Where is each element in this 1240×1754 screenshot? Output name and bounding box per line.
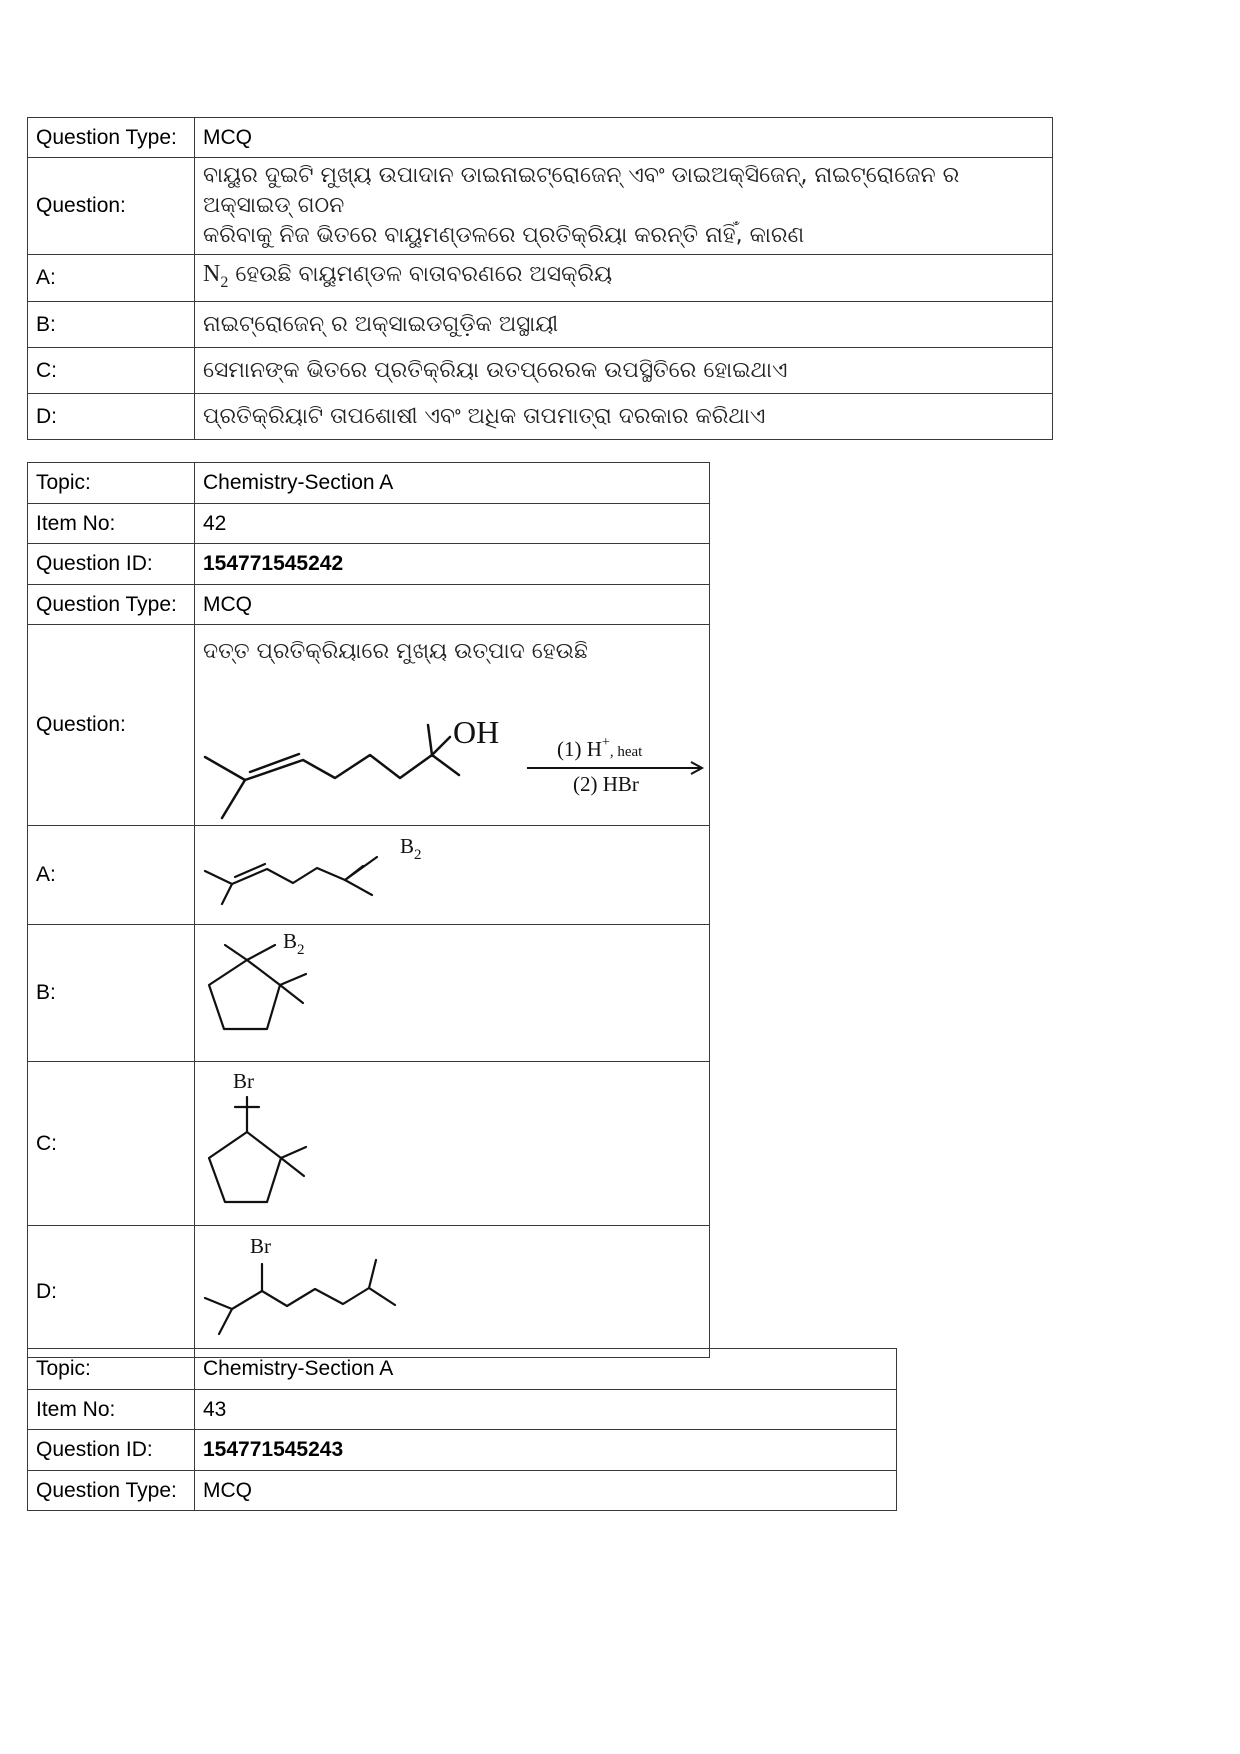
structure-b <box>195 925 595 1052</box>
topic-value: Chemistry-Section A <box>195 463 710 504</box>
topic-label: Topic: <box>28 463 195 504</box>
svg-text:B2: $B_2$ <box>283 929 305 958</box>
question-type-value: MCQ <box>195 118 1053 158</box>
question-block-41 <box>27 117 1053 440</box>
question-id-label: Question ID: <box>28 1430 195 1471</box>
question-id-label: Question ID: <box>28 544 195 585</box>
reaction-scheme <box>195 625 715 825</box>
question-block-42 <box>27 462 710 1358</box>
formula-n2: $N_2$ <box>203 260 229 291</box>
condition-1: (1) $H^+_{, heat}$ <box>557 735 643 761</box>
question-id-value: 154771545242 <box>195 544 710 585</box>
item-no-value: 42 <box>195 504 710 544</box>
structure-d <box>195 1226 595 1348</box>
option-label: C: <box>28 1062 195 1226</box>
svg-text:Br: Br <box>233 1069 254 1093</box>
question-line-2: କରିବାକୁ ନିଜ ଭିତରେ ବାୟୁମଣ୍ଡଳରେ ପ୍ରତିକ୍ରିୟା କରନ୍ତି ନାହିଁ, କାରଣ <box>203 223 805 248</box>
option-label: B: <box>28 925 195 1062</box>
question-type-label: Question Type: <box>28 585 195 625</box>
option-label: A: <box>28 255 195 302</box>
question-text <box>195 158 1053 255</box>
question-text: ଦତ୍ତ ପ୍ରତିକ୍ରିୟାରେ ମୁଖ୍ୟ ଉତ୍ପାଦ ହେଉଛି <box>203 639 588 664</box>
option-label: C: <box>28 348 195 394</box>
item-no-label: Item No: <box>28 1390 195 1430</box>
question-line-1: ବାୟୁର ଦୁଇଟି ମୁଖ୍ୟ ଉପାଦାନ ଡାଇନାଇଟ୍ରୋଜେନ୍ ଏବଂ ଡାଇଅକ୍ସିଜେନ୍, ନାଇଟ୍ରୋଜେନ ର ଅକ୍ସାଇଡ୍ ଗଠନ <box>203 163 960 218</box>
item-no-value: 43 <box>195 1390 897 1430</box>
condition-2: (2) HBr <box>573 772 639 796</box>
question-label: Question: <box>28 158 195 255</box>
item-no-label: Item No: <box>28 504 195 544</box>
question-type-value: MCQ <box>195 585 710 625</box>
question-label: Question: <box>28 625 195 826</box>
option-d-structure <box>195 1226 710 1358</box>
option-c-structure <box>195 1062 710 1226</box>
option-c-text: ସେମାନଙ୍କ ଭିତରେ ପ୍ରତିକ୍ରିୟା ଉତପ୍ରେରକ ଉପସ୍ଥିତିରେ ହୋଇଥାଏ <box>195 348 1053 394</box>
question-type-value: MCQ <box>195 1471 897 1511</box>
option-a-structure <box>195 826 710 925</box>
option-label: D: <box>28 1226 195 1358</box>
topic-label: Topic: <box>28 1349 195 1390</box>
question-type-label: Question Type: <box>28 118 195 158</box>
option-a-text: $N_2$ ହେଉଛି ବାୟୁମଣ୍ଡଳ ବାତାବରଣରେ ଅସକ୍ରିୟ <box>195 255 1053 302</box>
option-label: B: <box>28 302 195 348</box>
topic-value: Chemistry-Section A <box>195 1349 897 1390</box>
svg-text:Br: Br <box>250 1234 271 1258</box>
question-type-label: Question Type: <box>28 1471 195 1511</box>
option-b-text: ନାଇଟ୍ରୋଜେନ୍ ର ଅକ୍ସାଇଡଗୁଡ଼ିକ ଅସ୍ଥାୟୀ <box>195 302 1053 348</box>
structure-a <box>195 826 595 915</box>
structure-c <box>195 1062 595 1216</box>
svg-text:B2: $B_2$ <box>400 834 422 863</box>
option-b-structure <box>195 925 710 1062</box>
question-block-43 <box>27 1348 897 1511</box>
option-label: A: <box>28 826 195 925</box>
question-cell <box>195 625 710 826</box>
option-label: D: <box>28 394 195 440</box>
option-d-text: ପ୍ରତିକ୍ରିୟାଟି ତାପଶୋଷୀ ଏବଂ ଅଧିକ ତାପମାତ୍ରା ଦରକାର କରିଥାଏ <box>195 394 1053 440</box>
oh-group: OH <box>453 714 500 750</box>
question-id-value: 154771545243 <box>195 1430 897 1471</box>
